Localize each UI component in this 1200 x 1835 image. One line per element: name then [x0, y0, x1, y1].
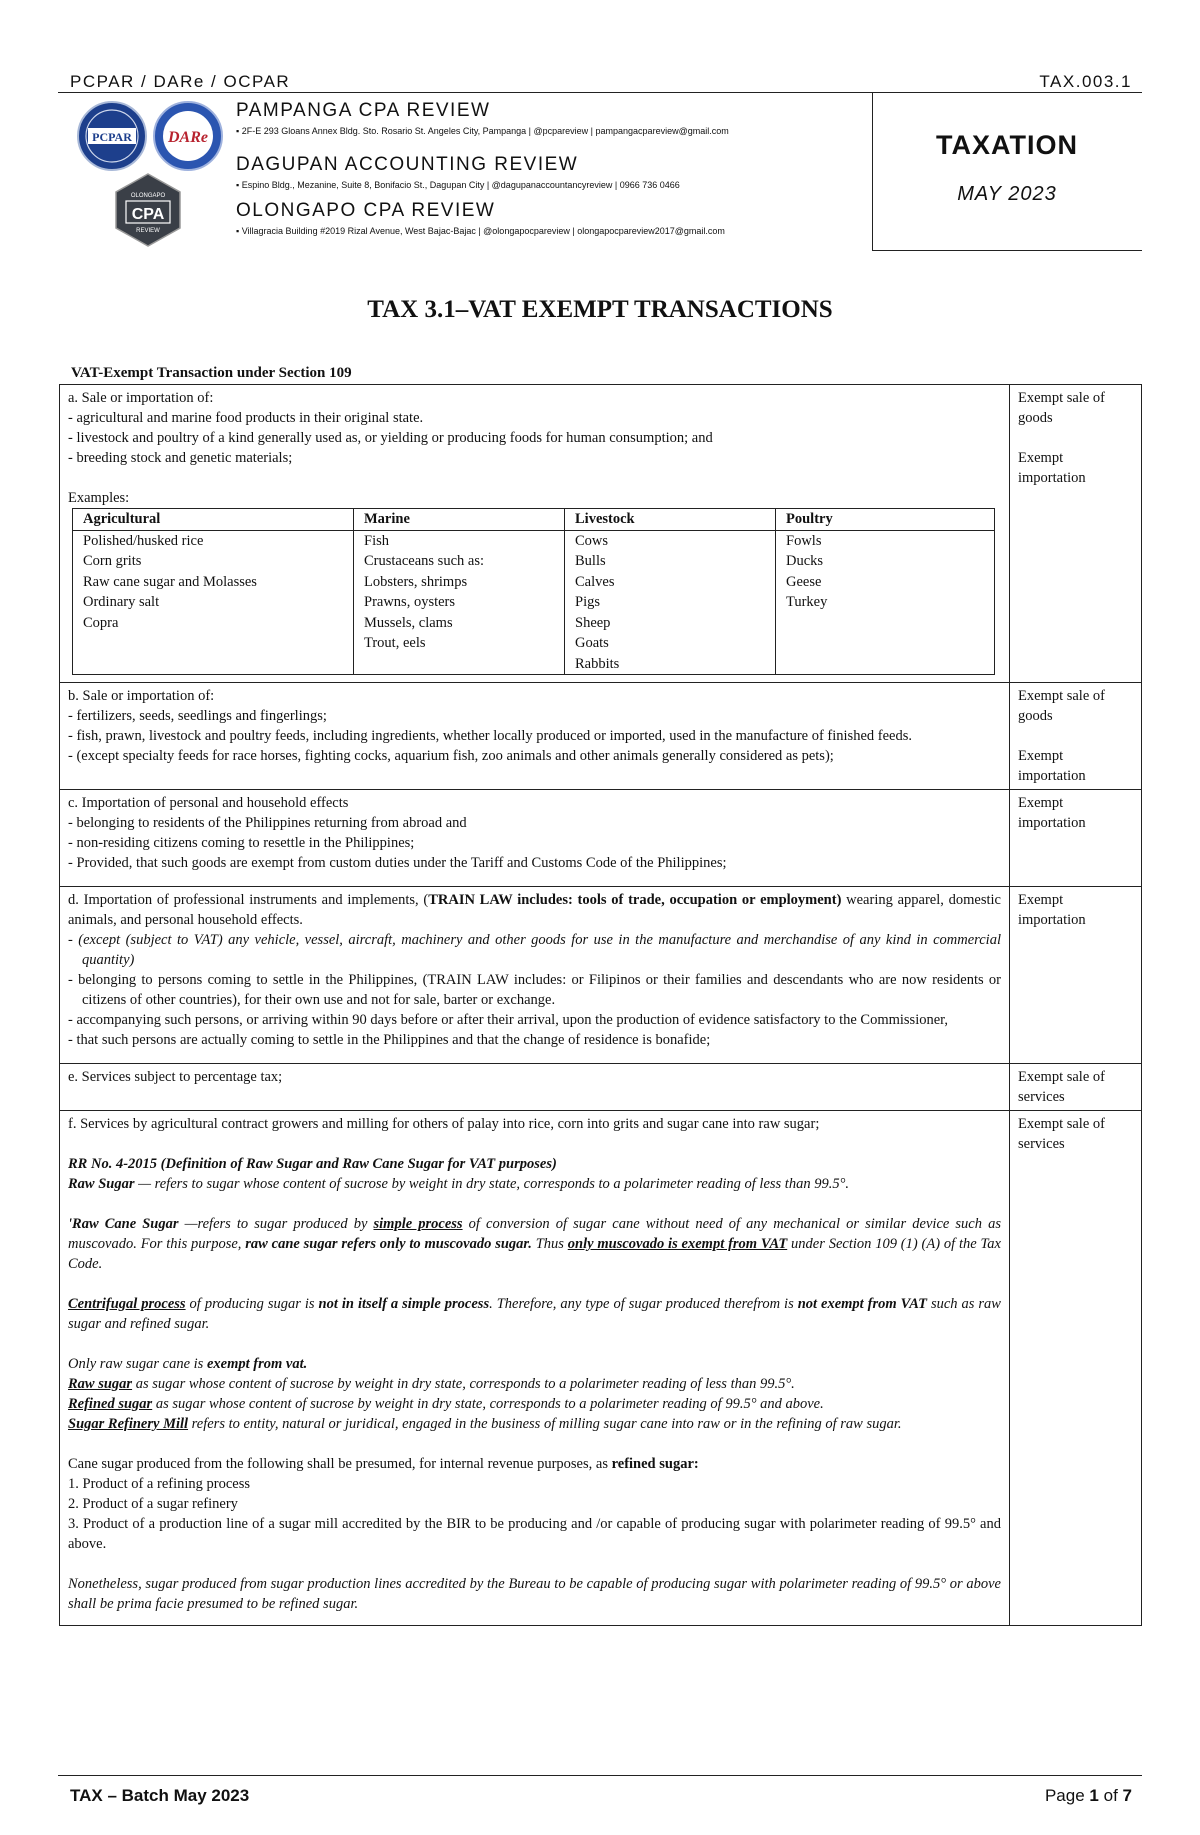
examples-cell: Copra — [73, 613, 354, 634]
row-a-line: - agricultural and marine food products in their original state. — [68, 410, 424, 426]
page-title: TAX 3.1–VAT EXEMPT TRANSACTIONS — [367, 296, 833, 323]
cp-text: of producing sugar is — [185, 1296, 319, 1312]
ocpar-logo-bottom: REVIEW — [136, 228, 160, 234]
row-e-classification — [1010, 1064, 1142, 1111]
row-a-classification — [1010, 385, 1142, 683]
examples-cell: Pigs — [565, 592, 776, 613]
of-word: of — [1103, 1786, 1118, 1805]
classification-label: Exempt sale of goods — [1018, 390, 1105, 426]
examples-row — [73, 654, 995, 675]
document-code: TAX.003.1 — [1039, 72, 1132, 91]
def-term: Refined sugar — [68, 1396, 153, 1412]
org-detail: ▪ Espino Bldg., Mezanine, Suite 8, Bonifacio St., Dagupan City | @dagupanaccountancyreview | 0966 736 0466 — [236, 180, 680, 190]
row-f-intro: f. Services by agricultural contract growers and milling for others of palay into rice, corn into grits and sugar cane into raw sugar; — [68, 1116, 820, 1132]
row-b-line: - fertilizers, seeds, seedlings and fingerlings; — [68, 708, 327, 724]
def-text: as sugar whose content of sucrose by weight in dry state, corresponds to a polarimeter reading of 99.5° and above. — [152, 1396, 824, 1412]
dare-logo-text: DARe — [168, 129, 208, 146]
row-c-classification — [1010, 790, 1142, 887]
row-d-text: d. Importation of professional instruments and implements, ( — [68, 892, 429, 908]
org-name: PAMPANGA CPA REVIEW — [236, 100, 491, 121]
classification-label: Exempt importation — [1018, 748, 1086, 784]
ocpar-logo-main: CPA — [131, 206, 165, 223]
examples-cell — [354, 654, 565, 675]
examples-header-livestock: Livestock — [565, 509, 776, 531]
examples-cell: Trout, eels — [354, 633, 565, 654]
row-e-line: e. Services subject to percentage tax; — [68, 1069, 283, 1085]
row-c-content — [60, 790, 1010, 887]
row-d-line — [68, 890, 1001, 930]
classification-label: Exempt sale of goods — [1018, 688, 1105, 724]
row-a-line: a. Sale or importation of: — [68, 390, 214, 406]
examples-cell — [776, 633, 995, 654]
rcs-text: of conversion of sugar cane without need of any mechanical or similar device such as muscovado. For this purpose, — [68, 1216, 1001, 1252]
page-word: Page — [1044, 1786, 1085, 1805]
examples-cell: Ordinary salt — [73, 592, 354, 613]
raw-sugar-definition — [68, 1174, 1001, 1194]
rcs-text: under Section 109 (1) (A) of the Tax Code. — [68, 1236, 1001, 1272]
nonetheless-note: Nonetheless, sugar produced from sugar production lines accredited by the Bureau to be capable of producing sugar with polarimeter reading of 99.5° or above shall be prima facie presumed to be refined sugar. — [68, 1576, 1001, 1612]
org-detail: ▪ Villagracia Building #2019 Rizal Avenue, West Bajac-Bajac | @olongapocpareview | olongapocpareview2017@gmail.com — [236, 226, 725, 236]
examples-row — [73, 633, 995, 654]
row-f-classification — [1010, 1111, 1142, 1626]
cp-emphasis: not in itself a simple process — [318, 1296, 490, 1312]
row-c-line: - belonging to residents of the Philippines returning from abroad and — [68, 815, 467, 831]
def-term: Raw sugar — [68, 1376, 133, 1392]
examples-cell — [73, 633, 354, 654]
dare-logo — [152, 100, 224, 172]
current-page: 1 — [1089, 1786, 1099, 1805]
row-b-content — [60, 683, 1010, 790]
rcs-text: —refers to sugar produced by — [178, 1216, 374, 1232]
presumption-item: 1. Product of a refining process — [68, 1476, 251, 1492]
examples-cell — [776, 654, 995, 675]
raw-cane-sugar-definition — [68, 1214, 1001, 1274]
examples-cell: Cows — [565, 530, 776, 551]
rcs-emphasis: raw cane sugar refers only to muscovado sugar. — [245, 1236, 532, 1252]
row-c-line: c. Importation of personal and household effects — [68, 795, 349, 811]
classification-label: Exempt importation — [1018, 450, 1086, 486]
row-d-content — [60, 887, 1010, 1064]
classification-label: Exempt sale of services — [1018, 1116, 1105, 1152]
refined-sugar-def-line — [68, 1394, 1001, 1414]
examples-table — [72, 508, 995, 675]
examples-row — [73, 572, 995, 593]
classification-label: Exempt importation — [1018, 892, 1086, 928]
subject-title: TAXATION — [936, 130, 1078, 160]
row-b-line: - fish, prawn, livestock and poultry feeds, including ingredients, whether locally produced or imported, used in the manufacture of finished feeds. — [68, 728, 912, 744]
row-d-line: - that such persons are actually coming to settle in the Philippines and that the change of residence is bonafide; — [68, 1032, 711, 1048]
row-a-content — [60, 385, 1010, 683]
raw-sugar-text: — refers to sugar whose content of sucrose by weight in dry state, corresponds to a polarimeter reading of less than 99.5°. — [134, 1176, 850, 1192]
subject-box — [872, 92, 1142, 250]
row-a — [60, 385, 1142, 683]
row-d-line: - accompanying such persons, or arriving within 90 days before or after their arrival, upon the production of evidence satisfactory to the Commissioner, — [68, 1012, 949, 1028]
org-dagupan — [236, 154, 680, 190]
examples-cell: Fish — [354, 530, 565, 551]
row-d-classification — [1010, 887, 1142, 1064]
exam-period: MAY 2023 — [957, 183, 1057, 205]
examples-cell: Rabbits — [565, 654, 776, 675]
row-c-line: - Provided, that such goods are exempt from custom duties under the Tariff and Customs Code of the Philippines; — [68, 855, 727, 871]
presumption-item: 3. Product of a production line of a sugar mill accredited by the BIR to be producing and /or capable of producing sugar with polarimeter reading of 99.5° and above. — [68, 1516, 1001, 1552]
centrifugal-process-note — [68, 1294, 1001, 1334]
footer-rule — [58, 1775, 1142, 1776]
examples-cell — [776, 613, 995, 634]
examples-cell: Goats — [565, 633, 776, 654]
ocpar-logo — [112, 172, 184, 248]
row-d-line: - belonging to persons coming to settle in the Philippines, (TRAIN LAW includes: or Filipinos or their families and descendants who are now residents or citizens of other countries), for their own use and not for sale, barter or exchange. — [68, 972, 1001, 1008]
examples-cell: Lobsters, shrimps — [354, 572, 565, 593]
classification-label: Exempt sale of services — [1018, 1069, 1105, 1105]
examples-cell: Geese — [776, 572, 995, 593]
row-d-text: wearing apparel, domestic animals, and personal household effects. — [68, 892, 1001, 928]
train-law-note: TRAIN LAW includes: tools of trade, occupation or employment) — [428, 892, 842, 908]
def-term: Sugar Refinery Mill — [68, 1416, 189, 1432]
examples-cell: Sheep — [565, 613, 776, 634]
examples-row — [73, 592, 995, 613]
row-f-content — [60, 1111, 1010, 1626]
row-b — [60, 683, 1142, 790]
raw-cane-sugar-term: 'Raw Cane Sugar — [68, 1216, 179, 1232]
only-text: Only raw sugar cane is — [68, 1356, 207, 1372]
org-olongapo — [236, 200, 725, 236]
examples-cell — [73, 654, 354, 675]
examples-label: Examples: — [68, 490, 130, 506]
examples-header-agricultural: Agricultural — [73, 509, 354, 531]
rcs-text: Thus — [531, 1236, 568, 1252]
pcpar-logo-text: PCPAR — [92, 130, 132, 144]
examples-header-poultry: Poultry — [776, 509, 995, 531]
examples-cell: Prawns, oysters — [354, 592, 565, 613]
classification-label: Exempt importation — [1018, 795, 1086, 831]
total-pages: 7 — [1122, 1786, 1132, 1805]
cp-text: . Therefore, any type of sugar produced therefrom is — [489, 1296, 798, 1312]
examples-row — [73, 613, 995, 634]
examples-header-marine: Marine — [354, 509, 565, 531]
org-name: OLONGAPO CPA REVIEW — [236, 200, 496, 221]
only-emphasis: exempt from vat. — [206, 1356, 308, 1372]
muscovado-exempt-emphasis: only muscovado is exempt from VAT — [567, 1236, 788, 1252]
presumption-emphasis: refined sugar: — [611, 1456, 699, 1472]
row-c-line: - non-residing citizens coming to resettle in the Philippines; — [68, 835, 415, 851]
org-name: DAGUPAN ACCOUNTING REVIEW — [236, 154, 579, 175]
raw-sugar-def-line — [68, 1374, 1001, 1394]
examples-cell: Crustaceans such as: — [354, 551, 565, 572]
row-b-line: - (except specialty feeds for race horses, fighting cocks, aquarium fish, zoo animals and other animals generally considered as pets); — [68, 748, 834, 764]
presumption-item: 2. Product of a sugar refinery — [68, 1496, 238, 1512]
examples-cell: Calves — [565, 572, 776, 593]
presumption-text: Cane sugar produced from the following shall be presumed, for internal revenue purposes, as — [68, 1456, 612, 1472]
cp-emphasis: not exempt from VAT — [797, 1296, 927, 1312]
examples-cell: Turkey — [776, 592, 995, 613]
row-b-line: b. Sale or importation of: — [68, 688, 215, 704]
row-c — [60, 790, 1142, 887]
rr-title: RR No. 4-2015 (Definition of Raw Sugar and Raw Cane Sugar for VAT purposes) — [68, 1156, 557, 1172]
exempt-transactions-table — [59, 384, 1142, 1626]
ocpar-logo-top: OLONGAPO — [130, 193, 166, 199]
row-b-classification — [1010, 683, 1142, 790]
examples-cell: Corn grits — [73, 551, 354, 572]
centrifugal-term: Centrifugal process — [68, 1296, 186, 1312]
only-raw-sugar-note — [68, 1354, 1001, 1374]
row-d — [60, 887, 1142, 1064]
pcpar-logo — [76, 100, 148, 172]
def-text: refers to entity, natural or juridical, engaged in the business of milling sugar cane into raw or in the refining of raw sugar. — [188, 1416, 902, 1432]
examples-cell: Polished/husked rice — [73, 530, 354, 551]
footer-batch: TAX – Batch May 2023 — [70, 1786, 250, 1805]
sugar-refinery-def-line — [68, 1414, 1001, 1434]
raw-sugar-term: Raw Sugar — [68, 1176, 135, 1192]
org-detail: ▪ 2F-E 293 Gloans Annex Bldg. Sto. Rosario St. Angeles City, Pampanga | @pcpareview | pampangacpareview@gmail.com — [236, 126, 729, 136]
row-d-line: - (except (subject to VAT) any vehicle, vessel, aircraft, machinery and other goods for use in the manufacture and merchandise of any kind in commercial quantity) — [68, 932, 1001, 968]
simple-process-emphasis: simple process — [373, 1216, 463, 1232]
row-f — [60, 1111, 1142, 1626]
def-text: as sugar whose content of sucrose by weight in dry state, corresponds to a polarimeter reading of less than 99.5°. — [132, 1376, 795, 1392]
examples-cell: Raw cane sugar and Molasses — [73, 572, 354, 593]
section-title: VAT-Exempt Transaction under Section 109 — [71, 365, 352, 381]
examples-cell: Bulls — [565, 551, 776, 572]
cp-text: such as raw sugar and refined sugar. — [68, 1296, 1001, 1332]
examples-row — [73, 530, 995, 551]
examples-cell: Ducks — [776, 551, 995, 572]
org-pampanga — [236, 100, 729, 136]
row-a-line: - breeding stock and genetic materials; — [68, 450, 293, 466]
examples-cell: Fowls — [776, 530, 995, 551]
row-a-line: - livestock and poultry of a kind generally used as, or yielding or producing foods for human consumption; and — [68, 430, 713, 446]
page-number — [1045, 1786, 1132, 1806]
examples-row — [73, 551, 995, 572]
header-bottom-rule — [872, 250, 1142, 251]
presumption-line — [68, 1454, 1001, 1474]
document-series: PCPAR / DARe / OCPAR — [70, 72, 291, 91]
row-e — [60, 1064, 1142, 1111]
examples-cell: Mussels, clams — [354, 613, 565, 634]
row-e-content — [60, 1064, 1010, 1111]
